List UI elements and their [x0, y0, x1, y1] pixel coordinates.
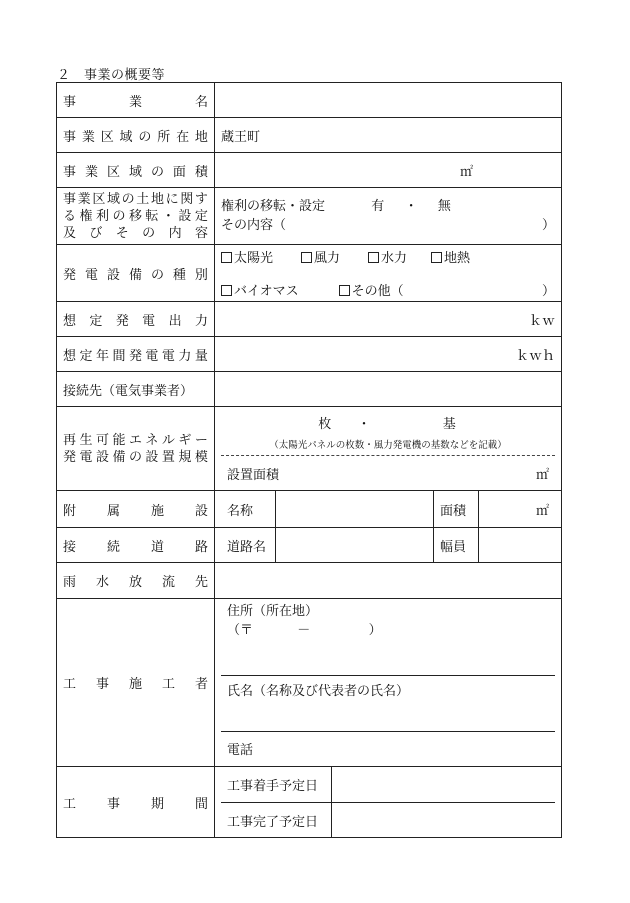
scale-label-line-2-char: 模: [194, 449, 208, 465]
facility-label-char: 設: [194, 503, 208, 519]
rights-transfer-label: 権利の移転・設定: [221, 199, 326, 214]
scale-label-line-2-char: 設: [95, 449, 109, 465]
scale-label-line-1-char: 生: [79, 432, 93, 448]
label-annual: [57, 337, 215, 372]
period-end-label: 工事完了予定日: [221, 803, 332, 838]
rights-label-line-2-char: の: [112, 208, 126, 224]
location-label-char: 区: [100, 129, 114, 145]
location-label-char: 地: [194, 129, 208, 145]
rain-field[interactable]: [215, 563, 562, 599]
row-rights: [57, 188, 562, 245]
scale-label-line-1-char: ル: [161, 432, 175, 448]
rain-label-char: 雨: [63, 575, 77, 590]
area-label-char: 域: [128, 164, 142, 180]
label-project-name: [57, 83, 215, 118]
area-label-char: 区: [106, 164, 120, 180]
label-facility: [57, 491, 215, 528]
rights-yes-option[interactable]: 有: [371, 199, 385, 214]
project-overview-table: [56, 82, 562, 838]
row-annual: [57, 337, 562, 372]
row-period: [57, 767, 562, 838]
facility-area-label: 面積: [434, 491, 479, 527]
label-scale: [57, 407, 215, 491]
location-label-char: の: [138, 129, 152, 145]
rain-label-char: 先: [194, 575, 208, 590]
rights-label-line-3-char: 容: [194, 225, 208, 241]
facility-label-char: 施: [150, 503, 164, 519]
output-field[interactable]: [215, 302, 562, 337]
annual-label-char: 電: [161, 348, 175, 364]
annual-field[interactable]: [215, 337, 562, 372]
equipment-field: [215, 245, 562, 302]
period-label-char: 期: [150, 796, 164, 812]
annual-label-char: 力: [178, 348, 192, 364]
row-scale: [57, 407, 562, 491]
connection-label: 接続先（電気事業者）: [63, 383, 194, 399]
output-label-char: 想: [63, 313, 77, 329]
rights-label-line-2-char: 権: [79, 208, 93, 224]
equipment-option[interactable]: [339, 280, 404, 299]
project-name-label-char: 事: [63, 94, 77, 110]
label-period: [57, 767, 215, 838]
rights-label-line-1-char: 域: [106, 191, 120, 207]
rights-separator: ・: [404, 199, 418, 214]
project-name-label-char: 業: [128, 94, 142, 110]
scale-label-line-1-char: ー: [194, 432, 208, 448]
contractor-label-char: 工: [63, 677, 77, 692]
rights-no-option[interactable]: 無: [437, 199, 451, 214]
rights-label-line-1-char: 事: [63, 191, 77, 207]
location-value: 蔵王町: [221, 129, 261, 145]
equipment-option[interactable]: [431, 247, 470, 266]
rain-label-char: 流: [161, 575, 175, 590]
location-label: [63, 126, 208, 145]
label-rain: [57, 563, 215, 599]
rights-label-line-1: [63, 191, 208, 208]
contractor-label-char: 事: [95, 677, 109, 692]
scale-area-label: 設置面積: [227, 467, 280, 483]
period-label-char: 事: [106, 796, 120, 812]
row-contractor: [57, 599, 562, 767]
label-connection: [57, 372, 215, 407]
equipment-option[interactable]: [221, 280, 299, 299]
scale-note: （太陽光パネルの枚数・風力発電機の基数などを記載）: [269, 440, 507, 451]
period-end-input[interactable]: [332, 803, 556, 838]
road-label-char: 道: [150, 539, 164, 555]
annual-label-char: 電: [145, 348, 159, 364]
rain-label-char: 水: [95, 575, 109, 590]
scale-label-line-2-char: 設: [145, 449, 159, 465]
rights-label-line-2: [63, 208, 208, 225]
area-label-char: の: [150, 164, 164, 180]
scale-label-line-1-char: 能: [112, 432, 126, 448]
equipment-label: [63, 264, 208, 283]
rights-label-line-1-char: の: [121, 191, 135, 207]
output-label-char: 電: [142, 313, 156, 329]
annual-unit: ｋｗｈ: [515, 348, 555, 364]
scale-field: [215, 407, 562, 491]
rights-field[interactable]: [215, 188, 562, 245]
scale-label-line-1-char: ギ: [178, 432, 192, 448]
location-label-char: 域: [119, 129, 133, 145]
facility-label: [63, 500, 208, 519]
output-label-char: 定: [89, 313, 103, 329]
scale-label-line-1-char: 再: [63, 432, 77, 448]
output-label-char: 力: [194, 313, 208, 329]
rights-label-line-3-char: 内: [168, 225, 182, 241]
road-width-label: 幅員: [434, 528, 479, 562]
contractor-phone-label: 電話: [227, 743, 254, 758]
area-label-char: 業: [84, 164, 98, 180]
rights-label-line-3-char: 及: [63, 225, 77, 241]
project-name-label-char: 名: [194, 94, 208, 110]
label-road: [57, 528, 215, 563]
location-label-char: 所: [157, 129, 171, 145]
row-facility: [57, 491, 562, 528]
rights-content-close: ）: [541, 218, 555, 233]
equipment-label-char: 発: [63, 267, 77, 283]
rights-label-line-1-char: 区: [92, 191, 106, 207]
area-label-char: 事: [63, 164, 77, 180]
row-project-name: [57, 83, 562, 118]
checkbox-icon[interactable]: [431, 252, 442, 263]
checkbox-icon[interactable]: [368, 252, 379, 263]
road-name-label: 道路名: [221, 528, 276, 562]
output-unit: ｋｗ: [528, 313, 555, 329]
rights-content-label: その内容（: [221, 218, 287, 233]
rights-label-line-3-char: そ: [115, 225, 129, 241]
project-name-field[interactable]: [215, 83, 562, 118]
facility-area-input[interactable]: [479, 491, 556, 527]
area-field[interactable]: [215, 153, 562, 188]
period-label-char: 間: [194, 796, 208, 812]
row-area: [57, 153, 562, 188]
equipment-options-row2: [221, 280, 404, 299]
rights-label-line-2-char: 定: [194, 208, 208, 224]
equipment-option-label: 水力: [381, 251, 408, 266]
scale-label-line-1-char: エ: [128, 432, 142, 448]
road-field: [215, 528, 562, 563]
scale-label-line-1-char: ネ: [145, 432, 159, 448]
equipment-label-char: 種: [172, 267, 186, 283]
scale-count-a: 枚: [318, 417, 334, 432]
road-label-char: 接: [63, 539, 77, 555]
contractor-postal-dash: －: [297, 622, 311, 638]
area-unit: ㎡: [460, 164, 474, 180]
section-heading: ２ 事業の概要等: [57, 68, 166, 83]
equipment-option[interactable]: [301, 247, 340, 266]
output-label: [63, 310, 208, 329]
location-label-char: 事: [63, 129, 77, 145]
scale-label-line-2-char: 発: [63, 449, 77, 465]
scale-label-line-2-char: 電: [79, 449, 93, 465]
rights-label-line-1-char: 土: [136, 191, 150, 207]
period-start-input[interactable]: [332, 767, 556, 802]
rights-label-line-3-char: の: [142, 225, 156, 241]
rights-label-line-1-char: に: [165, 191, 179, 207]
equipment-option-label: 風力: [314, 251, 341, 266]
area-label: [63, 161, 208, 180]
contractor-field: [215, 599, 562, 767]
contractor-name-area[interactable]: [221, 675, 555, 731]
label-area: [57, 153, 215, 188]
equipment-option-label: バイオマス: [234, 284, 299, 299]
contractor-address-area[interactable]: [221, 600, 555, 675]
equipment-option-label: 太陽光: [234, 251, 274, 266]
annual-label-char: 定: [79, 348, 93, 364]
road-label-char: 路: [194, 539, 208, 555]
annual-label-char: 年: [95, 348, 109, 364]
facility-label-char: 附: [63, 503, 77, 519]
scale-label-line-2: [63, 449, 208, 466]
output-label-char: 出: [168, 313, 182, 329]
location-field[interactable]: [215, 118, 562, 153]
label-contractor: [57, 599, 215, 767]
equipment-label-char: 別: [194, 267, 208, 283]
equipment-option-label: 地熱: [444, 251, 471, 266]
rights-label-line-2-char: 利: [95, 208, 109, 224]
scale-area-row[interactable]: [221, 455, 555, 490]
rights-label-line-2-char: ・: [161, 208, 175, 224]
contractor-label-char: 者: [194, 677, 208, 692]
checkbox-icon[interactable]: [301, 252, 312, 263]
scale-area-unit: ㎡: [535, 467, 549, 483]
period-field: [215, 767, 562, 838]
checkbox-icon[interactable]: [221, 285, 232, 296]
scale-label-line-1: [63, 432, 208, 449]
label-equipment: [57, 245, 215, 302]
contractor-address-label: 住所（所在地）: [227, 603, 319, 619]
rain-label: [63, 571, 208, 590]
annual-label-char: 想: [63, 348, 77, 364]
scale-label-line-1-char: 可: [95, 432, 109, 448]
scale-count-dot: ・: [357, 417, 373, 432]
annual-label-char: 発: [128, 348, 142, 364]
rights-label-line-2-char: 設: [178, 208, 192, 224]
output-label-char: 発: [115, 313, 129, 329]
row-road: [57, 528, 562, 563]
rights-label-line-1-char: す: [194, 191, 208, 207]
annual-label: [63, 345, 208, 364]
checkbox-icon[interactable]: [339, 285, 350, 296]
period-start-label: 工事着手予定日: [221, 767, 332, 802]
equipment-option-label: その他（: [351, 284, 404, 299]
contractor-label-char: 工: [161, 677, 175, 692]
scale-label-line-2-char: の: [128, 449, 142, 465]
row-connection: [57, 372, 562, 407]
checkbox-icon[interactable]: [221, 252, 232, 263]
connection-field[interactable]: [215, 372, 562, 407]
scale-label-line-2-char: 備: [112, 449, 126, 465]
period-label-char: 工: [63, 796, 77, 812]
equipment-option[interactable]: [221, 247, 273, 266]
facility-label-char: 属: [106, 503, 120, 519]
rights-label-line-2-char: 転: [145, 208, 159, 224]
equipment-label-char: 備: [128, 267, 142, 283]
scale-count-area[interactable]: [221, 407, 555, 455]
row-location: [57, 118, 562, 153]
scale-label-line-2-char: 置: [161, 449, 175, 465]
contractor-label: [63, 673, 208, 692]
equipment-option[interactable]: [368, 247, 407, 266]
annual-label-char: 量: [194, 348, 208, 364]
contractor-name-label: 氏名（名称及び代表者の氏名）: [227, 683, 410, 699]
rights-label-line-2-char: る: [63, 208, 77, 224]
road-name-input[interactable]: [276, 528, 434, 562]
label-output: [57, 302, 215, 337]
rights-label-line-3: [63, 225, 208, 242]
scale-label-line-2-char: 規: [178, 449, 192, 465]
road-label-char: 続: [106, 539, 120, 555]
location-label-char: 業: [81, 129, 95, 145]
equipment-other-close: ）: [541, 284, 555, 299]
road-width-input[interactable]: [479, 528, 556, 562]
rights-label-line-1-char: 地: [150, 191, 164, 207]
row-output: [57, 302, 562, 337]
contractor-phone-area[interactable]: [221, 731, 555, 766]
period-label: [63, 793, 208, 812]
contractor-postal-close: ）: [368, 622, 382, 638]
scale-count-b: 基: [442, 417, 458, 432]
facility-field: [215, 491, 562, 528]
label-location: [57, 118, 215, 153]
equipment-options-row1: [221, 247, 555, 266]
row-rain: [57, 563, 562, 599]
label-rights: [57, 188, 215, 245]
area-label-char: 積: [194, 164, 208, 180]
facility-name-label: 名称: [221, 491, 276, 527]
equipment-label-char: 電: [84, 267, 98, 283]
equipment-label-char: 設: [106, 267, 120, 283]
facility-name-input[interactable]: [276, 491, 434, 527]
contractor-label-char: 施: [128, 677, 142, 692]
project-name-label: [63, 91, 208, 110]
equipment-label-char: の: [150, 267, 164, 283]
area-label-char: 面: [172, 164, 186, 180]
contractor-postal-open: （〒: [227, 622, 254, 638]
road-label: [63, 536, 208, 555]
rights-label-line-3-char: び: [89, 225, 103, 241]
annual-label-char: 間: [112, 348, 126, 364]
rights-label-line-1-char: 業: [77, 191, 91, 207]
rights-label-line-1-char: 関: [180, 191, 194, 207]
rights-label-line-2-char: 移: [128, 208, 142, 224]
facility-area-unit: ㎡: [535, 503, 549, 519]
row-equipment: [57, 245, 562, 302]
location-label-char: 在: [176, 129, 190, 145]
rain-label-char: 放: [128, 575, 142, 590]
